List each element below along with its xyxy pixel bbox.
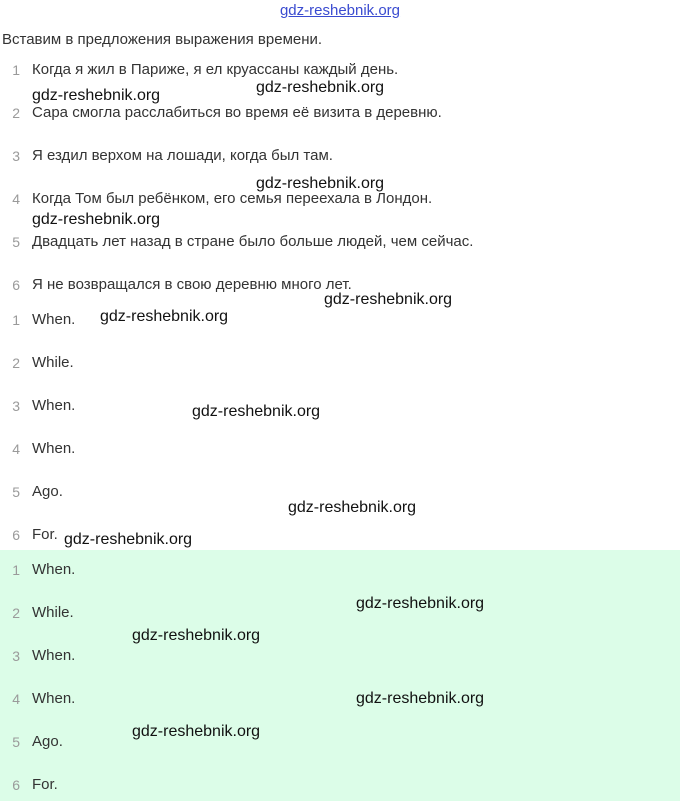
item-text: When.: [32, 690, 76, 707]
item-text: While.: [32, 604, 74, 621]
item-text: When.: [32, 397, 76, 414]
item-number: 1: [12, 312, 20, 328]
item-number: 1: [12, 62, 20, 78]
item-text: Двадцать лет назад в стране было больше людей, чем сейчас.: [32, 233, 474, 250]
item-number: 2: [12, 105, 20, 121]
item-text: While.: [32, 354, 74, 371]
item-number: 2: [12, 355, 20, 371]
list-item: [0, 733, 680, 755]
item-text: When.: [32, 561, 76, 578]
watermark: gdz-reshebnik.org: [132, 723, 261, 740]
watermark: gdz-reshebnik.org: [192, 403, 321, 420]
item-number: 3: [12, 148, 20, 164]
list-item: [0, 561, 680, 583]
item-text: Ago.: [32, 733, 63, 750]
watermark: gdz-reshebnik.org: [100, 308, 229, 325]
list-item: [0, 104, 680, 126]
item-number: 2: [12, 605, 20, 621]
item-number: 5: [12, 484, 20, 500]
item-text: When.: [32, 440, 76, 457]
item-number: 1: [12, 562, 20, 578]
item-text: Я ездил верхом на лошади, когда был там.: [32, 147, 333, 164]
item-number: 4: [12, 441, 20, 457]
watermark: gdz-reshebnik.org: [324, 291, 453, 308]
item-number: 6: [12, 527, 20, 543]
list-item: [0, 690, 680, 712]
list-item: [0, 190, 680, 212]
list-item: [0, 647, 680, 669]
item-number: 6: [12, 777, 20, 793]
watermark: gdz-reshebnik.org: [32, 87, 161, 104]
item-text: Я не возвращался в свою деревню много лет.: [32, 276, 352, 293]
item-number: 3: [12, 398, 20, 414]
list-item: [0, 776, 680, 798]
item-number: 6: [12, 277, 20, 293]
list-item: [0, 233, 680, 255]
list-item: [0, 440, 680, 462]
item-text: Ago.: [32, 483, 63, 500]
watermark: gdz-reshebnik.org: [256, 175, 385, 192]
watermark: gdz-reshebnik.org: [132, 627, 261, 644]
highlighted-answers-panel: [0, 550, 680, 801]
list-item: [0, 397, 680, 419]
item-text: Сара смогла расслабиться во время её визита в деревню.: [32, 104, 442, 121]
item-number: 4: [12, 191, 20, 207]
item-number: 5: [12, 234, 20, 250]
list-item: [0, 354, 680, 376]
watermark: gdz-reshebnik.org: [356, 595, 485, 612]
watermark: gdz-reshebnik.org: [64, 531, 193, 548]
item-text: For.: [32, 776, 58, 793]
site-link[interactable]: gdz-reshebnik.org: [279, 2, 401, 19]
item-text: Когда я жил в Париже, я ел круассаны каждый день.: [32, 61, 399, 78]
item-text: Когда Том был ребёнком, его семья переехала в Лондон.: [32, 190, 433, 207]
watermark: gdz-reshebnik.org: [32, 211, 161, 228]
watermark: gdz-reshebnik.org: [356, 690, 485, 707]
item-number: 3: [12, 648, 20, 664]
list-item: [0, 147, 680, 169]
item-number: 4: [12, 691, 20, 707]
item-text: When.: [32, 647, 76, 664]
item-text: For.: [32, 526, 58, 543]
list-item: [0, 604, 680, 626]
item-text: When.: [32, 311, 76, 328]
watermark: gdz-reshebnik.org: [288, 499, 417, 516]
item-number: 5: [12, 734, 20, 750]
exercise-instruction: Вставим в предложения выражения времени.: [2, 31, 323, 48]
watermark: gdz-reshebnik.org: [256, 79, 385, 96]
